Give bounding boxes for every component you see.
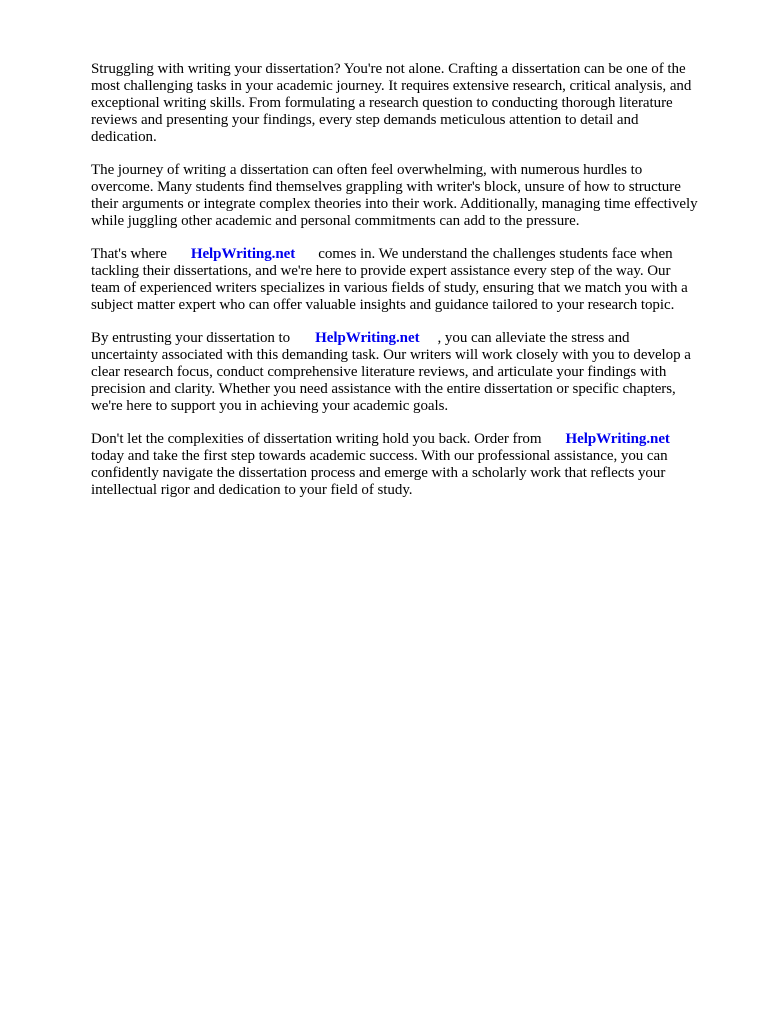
paragraph-thats-where <box>91 246 731 314</box>
text-line: intellectual rigor and dedication to your field of study. <box>91 482 413 498</box>
text-fragment: That's where <box>91 246 167 262</box>
text-line: subject matter expert who can offer valuable insights and guidance tailored to your research topic. <box>91 297 675 313</box>
text-line: precision and clarity. Whether you need assistance with the entire dissertation or specific chapters, <box>91 381 676 397</box>
text-line: confidently navigate the dissertation process and emerge with a scholarly work that reflects your <box>91 465 666 481</box>
paragraph-intro <box>91 61 731 146</box>
text-line: while juggling other academic and personal commitments can add to the pressure. <box>91 213 580 229</box>
text-line <box>91 246 731 263</box>
paragraph-journey <box>91 162 731 230</box>
document-page <box>91 61 731 515</box>
helpwriting-link[interactable]: HelpWriting.net <box>315 330 420 346</box>
text-line: Struggling with writing your dissertation? You're not alone. Crafting a dissertation can be one of the <box>91 61 686 77</box>
text-fragment: , you can alleviate the stress and <box>437 330 630 346</box>
text-line: reviews and presenting your findings, every step demands meticulous attention to detail and <box>91 112 639 128</box>
paragraph-entrusting <box>91 330 731 415</box>
text-line: clear research focus, conduct comprehensive literature reviews, and articulate your findings with <box>91 364 667 380</box>
text-line: tackling their dissertations, and we're here to provide expert assistance every step of the way. Our <box>91 263 671 279</box>
text-line: The journey of writing a dissertation can often feel overwhelming, with numerous hurdles to <box>91 162 643 178</box>
text-line <box>91 330 731 347</box>
paragraph-order <box>91 431 731 499</box>
text-fragment: By entrusting your dissertation to <box>91 330 291 346</box>
helpwriting-link[interactable]: HelpWriting.net <box>190 246 296 262</box>
text-line: overcome. Many students find themselves grappling with writer's block, unsure of how to structure <box>91 179 681 195</box>
text-line: most challenging tasks in your academic journey. It requires extensive research, critical analysis, and <box>91 78 692 94</box>
helpwriting-link[interactable]: HelpWriting.net <box>565 431 670 447</box>
text-line: team of experienced writers specializes in various fields of study, ensuring that we match you with a <box>91 280 688 296</box>
text-line: we're here to support you in achieving your academic goals. <box>91 398 449 414</box>
text-line: uncertainty associated with this demanding task. Our writers will work closely with you to develop a <box>91 347 691 363</box>
text-fragment: comes in. We understand the challenges students face when <box>318 246 673 262</box>
text-line <box>91 431 731 448</box>
text-line: exceptional writing skills. From formulating a research question to conducting thorough literature <box>91 95 673 111</box>
text-line: their arguments or integrate complex theories into their work. Additionally, managing time effectively <box>91 196 698 212</box>
text-fragment: Don't let the complexities of dissertation writing hold you back. Order from <box>91 431 542 447</box>
text-line: today and take the first step towards academic success. With our professional assistance, you can <box>91 448 668 464</box>
text-line: dedication. <box>91 129 157 145</box>
